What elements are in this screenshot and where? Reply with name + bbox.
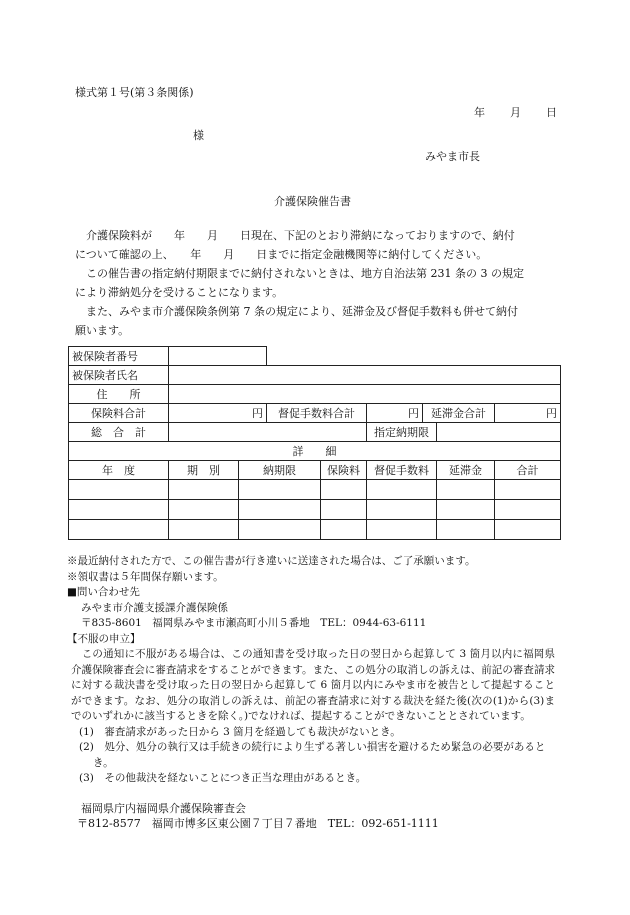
fee-total-label: 督促手数料合計	[267, 404, 367, 423]
insured-number-label: 被保険者番号	[69, 347, 169, 366]
body-line: 願います。	[75, 324, 130, 337]
table-row	[69, 385, 561, 404]
body-line: この催告書の指定納付期限までに納付されないときは、地方自治法第 231 条の 3 の規定	[75, 267, 524, 280]
column-header: 合計	[495, 461, 561, 480]
body-line: について確認の上、 年 月 日までに指定金融機関等に納付してください。	[75, 248, 488, 261]
column-header: 納期限	[239, 461, 321, 480]
insured-number-value	[169, 347, 267, 366]
notice-body	[75, 226, 560, 340]
due-date-label: 指定納期限	[367, 423, 437, 442]
column-header: 督促手数料	[367, 461, 437, 480]
table-row	[69, 520, 561, 540]
premium-total-label: 保険料合計	[69, 404, 169, 423]
delay-total-yen: 円	[495, 404, 561, 423]
appeal-item: (2) 処分、処分の執行又は手続きの続行により生ずる著しい損害を避けるため緊急の必要があるとき。	[79, 741, 546, 769]
table-header-row	[69, 461, 561, 480]
table-row	[69, 366, 561, 385]
contact-department: みやま市介護支援課介護保険係	[81, 601, 228, 614]
table-row	[69, 404, 561, 423]
table-row	[69, 480, 561, 500]
column-header: 年 度	[69, 461, 169, 480]
appeal-item: (3) その他裁決を経ないことにつき正当な理由があるとき。	[79, 772, 367, 784]
table-row	[69, 423, 561, 442]
premium-total-yen: 円	[169, 404, 267, 423]
contact-address: 〒835-8601 福岡県みやま市瀬高町小川５番地 TEL：0944-63-6111	[81, 617, 427, 629]
table-row	[69, 347, 561, 366]
body-line: により滞納処分を受けることになります。	[75, 286, 284, 299]
arrears-table	[68, 346, 561, 540]
date-month-label: 月	[510, 106, 521, 119]
insured-name-value	[169, 366, 561, 385]
address-value	[169, 385, 561, 404]
addressee-suffix: 様	[193, 129, 204, 142]
appeal-item: (1) 審査請求があった日から 3 箇月を経過しても裁決がないとき。	[79, 725, 401, 738]
body-line: また、みやま市介護保険条例第 7 条の規定により、延滞金及び督促手数料も併せて納付	[75, 305, 518, 318]
note-line: ※最近納付された方で、この催告書が行き違いに送達された場合は、ご了承願います。	[67, 555, 476, 567]
review-board-name: 福岡県庁内福岡県介護保険審査会	[81, 801, 246, 815]
date-day-label: 日	[546, 106, 557, 119]
appeal-text: この通知に不服がある場合は、この通知書を受け取った日の翌日から起算して 3 箇月以内に福岡県介護保険審査会に審査請求をすることができます。また、この処分の取消しの訴えは、前記の審査請求に対する裁決書を受け取った日の翌日から起算して 6 箇月以内にみやま市を被告として提起することができます。なお、処分の取消しの訴えは、前記の審査請求に対する裁決を経た後(次の(1)から(3)までのいずれかに該当するときを除く。)でなければ、提起することができないこととされています。	[71, 648, 555, 722]
date-year-label: 年	[474, 106, 485, 119]
column-header: 保険料	[321, 461, 367, 480]
appeal-heading: 【不服の申立】	[67, 632, 141, 645]
document-title: 介護保険催告書	[274, 195, 351, 208]
due-date-value	[437, 423, 561, 442]
notes-section	[67, 554, 565, 832]
fee-total-yen: 円	[367, 404, 423, 423]
column-header: 期 別	[169, 461, 239, 480]
table-row	[69, 442, 561, 461]
issuer-name: みやま市長	[425, 150, 480, 163]
column-header: 延滞金	[437, 461, 495, 480]
detail-heading: 詳 細	[69, 442, 561, 461]
grand-total-value	[169, 423, 367, 442]
contact-heading: ■問い合わせ先	[67, 586, 140, 598]
insured-name-label: 被保険者氏名	[69, 366, 169, 385]
review-board-address: 〒812-8577 福岡市博多区東公園７丁目７番地 TEL：092-651-1111	[77, 817, 439, 830]
delay-total-label: 延滞金合計	[423, 404, 495, 423]
form-number: 様式第１号(第３条関係)	[75, 86, 194, 99]
note-line: ※領収書は５年間保存願います。	[67, 570, 224, 583]
body-line: 介護保険料が 年 月 日現在、下記のとおり滞納になっておりますので、納付	[75, 229, 515, 242]
grand-total-label: 総 合 計	[69, 423, 169, 442]
address-label: 住 所	[69, 385, 169, 404]
table-row	[69, 500, 561, 520]
